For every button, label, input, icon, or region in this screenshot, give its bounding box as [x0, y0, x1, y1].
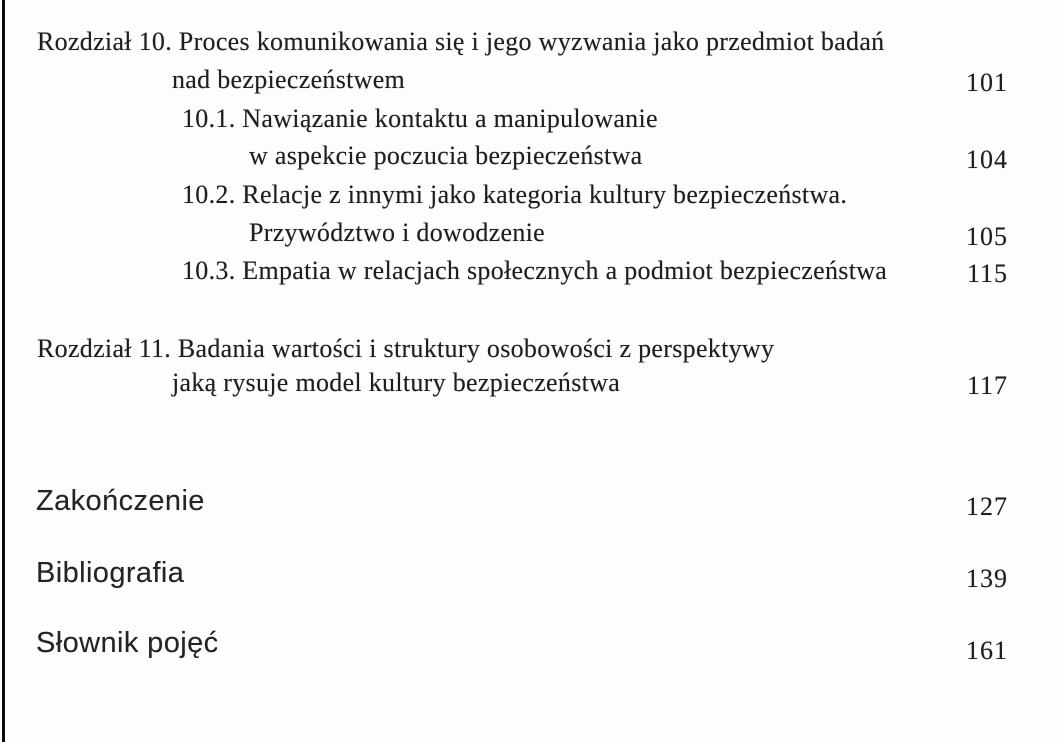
toc-entry-continuation: nad bezpieczeństwem: [172, 65, 406, 94]
page-number: 161: [966, 636, 1008, 665]
page-number: 127: [966, 492, 1008, 521]
page-number: 117: [966, 371, 1008, 400]
toc-entry-chapter-11: Rozdział 11. Badania wartości i struktury osobowości z perspektywy: [37, 334, 775, 363]
page-number: 115: [966, 259, 1008, 288]
back-matter-zakonczenie: Zakończenie: [36, 485, 205, 517]
toc-subentry-10-2: 10.2. Relacje z innymi jako kategoria kultury bezpieczeństwa.: [182, 180, 848, 209]
page-number: 105: [966, 222, 1008, 251]
toc-subentry-continuation: Przywództwo i dowodzenie: [249, 218, 546, 247]
page-number: 101: [966, 68, 1008, 97]
toc-subentry-10-1: 10.1. Nawiązanie kontaktu a manipulowanie: [182, 104, 658, 133]
page-number: 104: [966, 145, 1008, 174]
toc-entry-continuation: jaką rysuje model kultury bezpieczeństwa: [172, 368, 621, 397]
back-matter-slownik-pojec: Słownik pojęć: [36, 627, 219, 659]
page-number: 139: [966, 564, 1008, 593]
toc-subentry-continuation: w aspekcie poczucia bezpieczeństwa: [249, 141, 643, 170]
toc-entry-chapter-10: Rozdział 10. Proces komunikowania się i jego wyzwania jako przedmiot badań: [37, 27, 885, 56]
scan-edge-line: [2, 0, 5, 742]
toc-subentry-10-3: 10.3. Empatia w relacjach społecznych a podmiot bezpieczeństwa: [182, 256, 888, 285]
back-matter-bibliografia: Bibliografia: [36, 557, 185, 589]
